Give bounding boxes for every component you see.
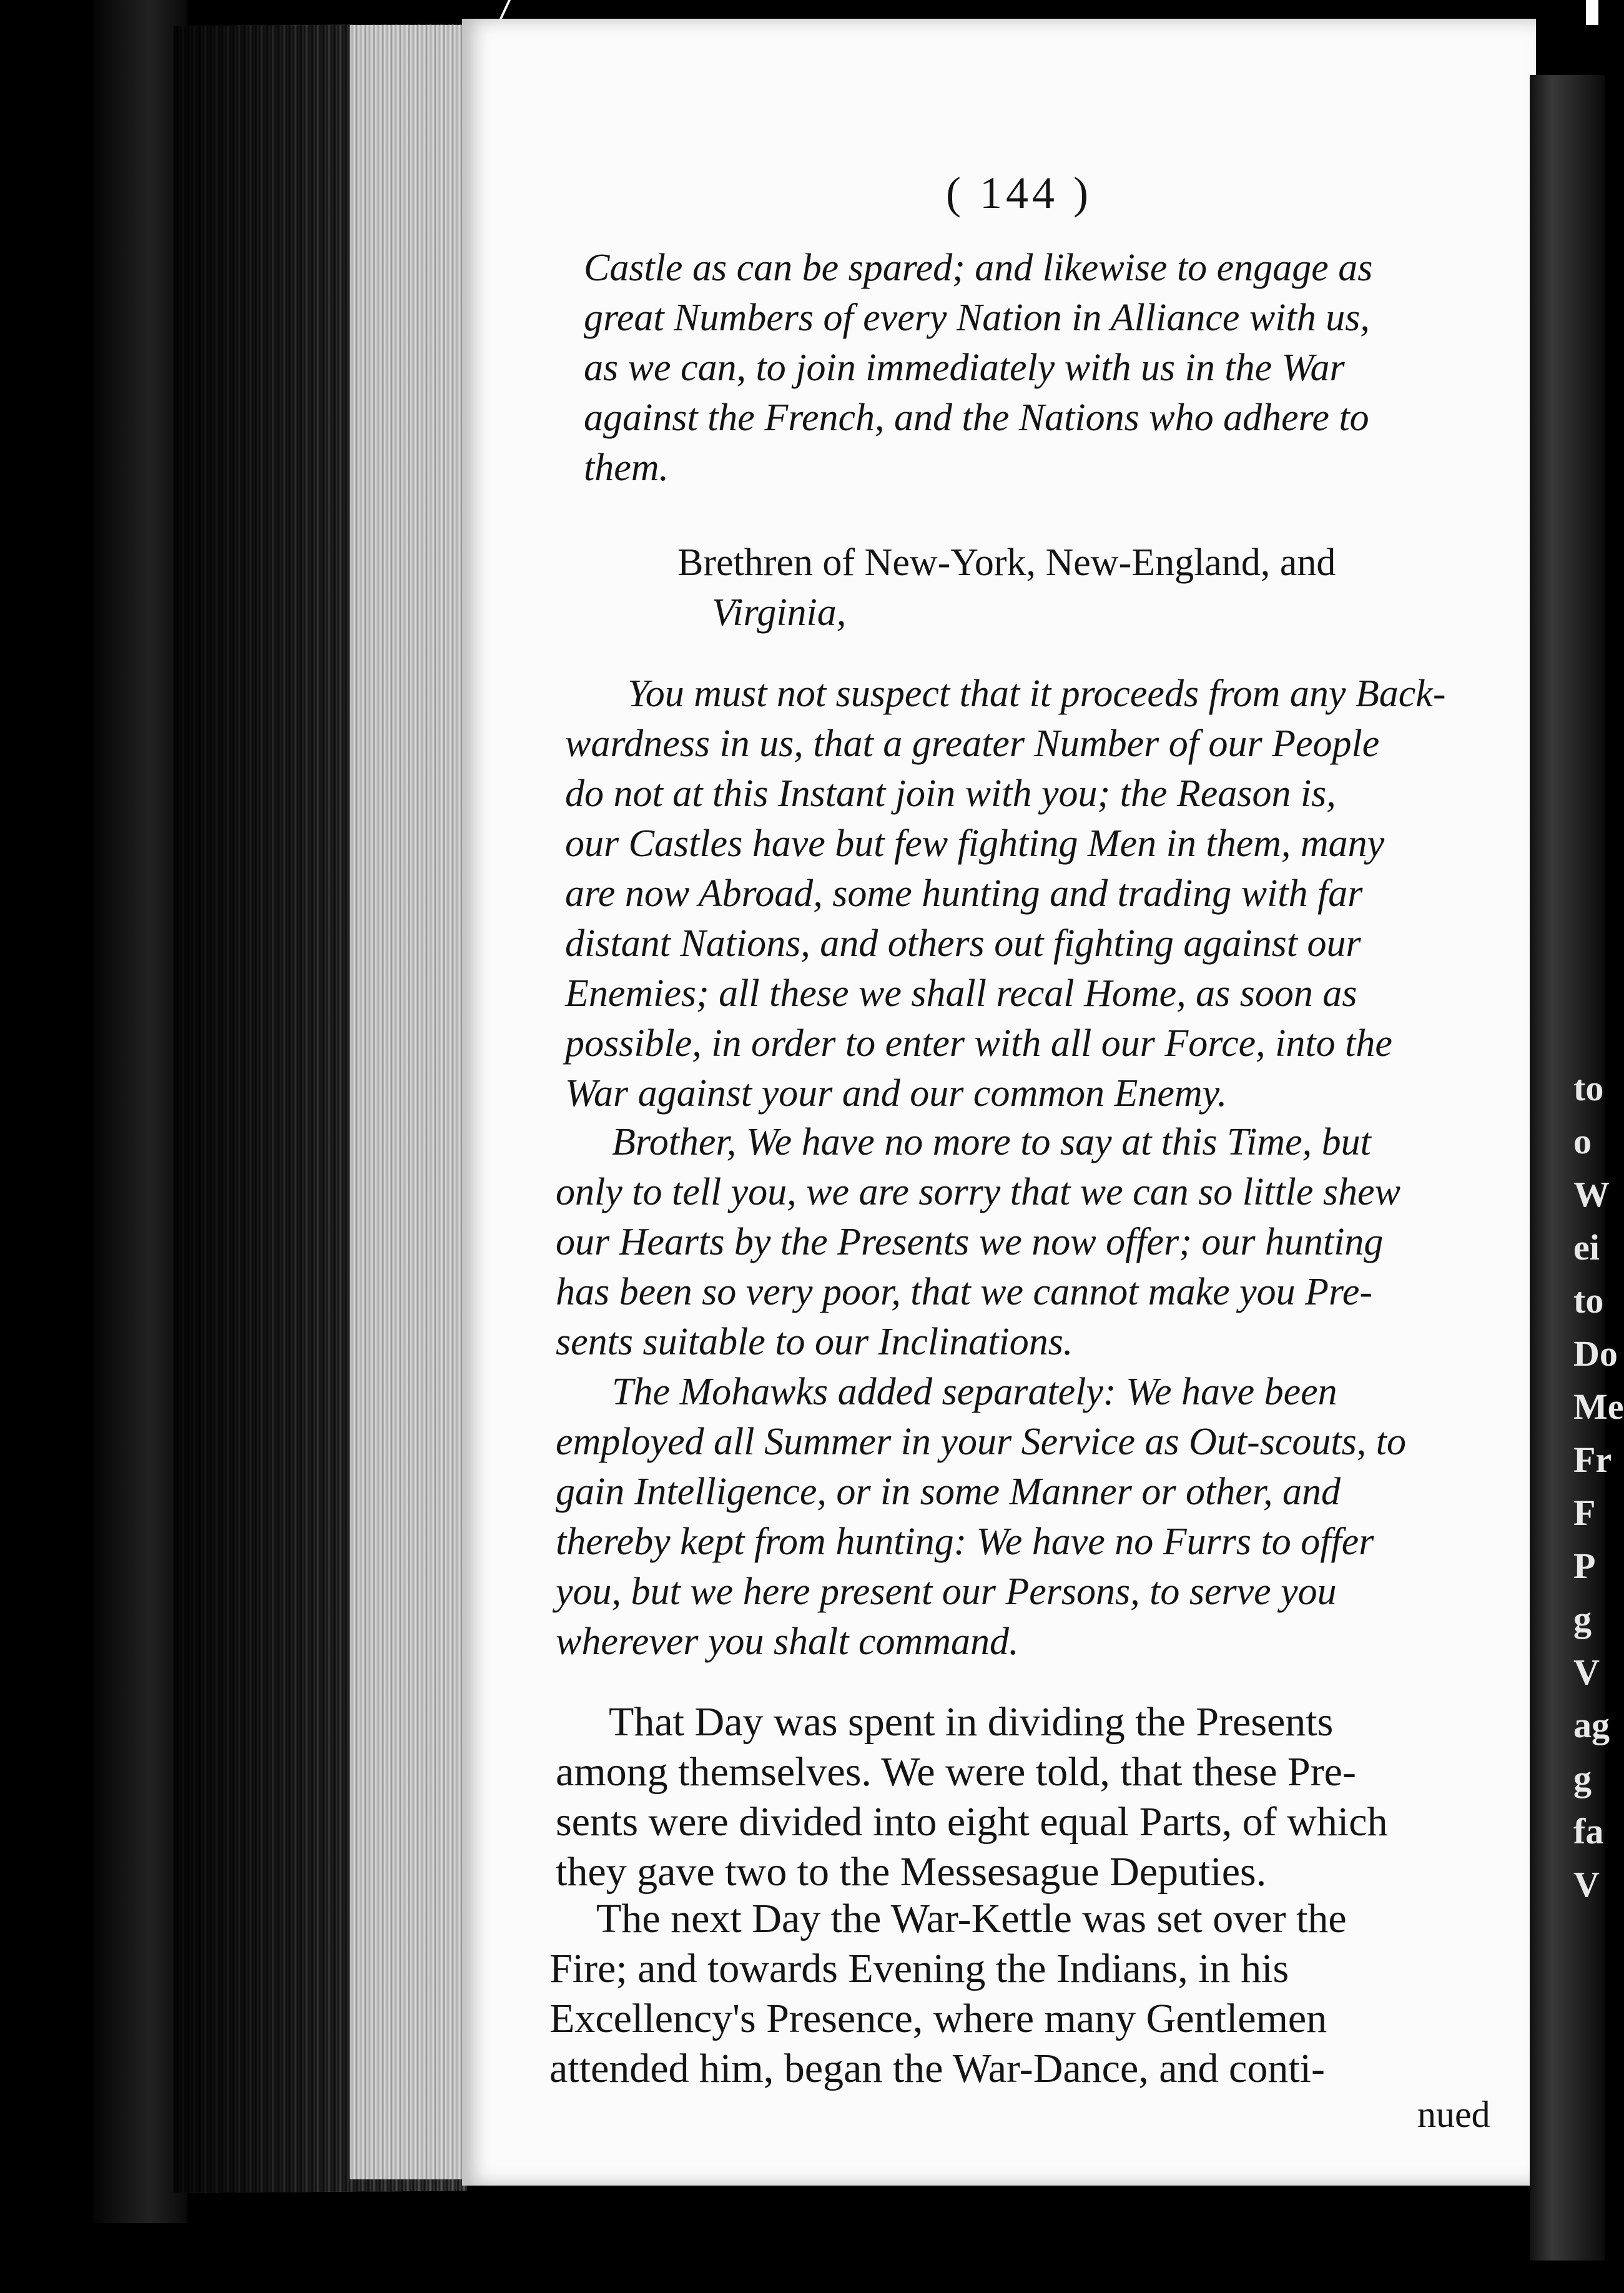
text-line: Enemies; all these we shall recal Home, as soon as: [565, 972, 1357, 1015]
text-line: gain Intelligence, or in some Manner or other, and: [556, 1471, 1341, 1513]
text-line: our Hearts by the Presents we now offer; our hunting: [556, 1221, 1384, 1263]
text-line: War against your and our common Enemy.: [565, 1072, 1228, 1115]
text-line: are now Abroad, some hunting and trading with far: [565, 872, 1363, 915]
text-line: our Castles have but few fighting Men in them, many: [565, 822, 1385, 865]
text-line: employed all Summer in your Service as Out-scouts, to: [556, 1421, 1407, 1463]
text-line: them.: [584, 446, 669, 489]
text-line: wherever you shalt command.: [556, 1620, 1019, 1663]
text-line: Brother, We have no more to say at this Time, but: [612, 1121, 1371, 1163]
text-line: great Numbers of every Nation in Alliance with us,: [584, 297, 1370, 339]
text-line: distant Nations, and others out fighting against our: [565, 922, 1361, 965]
text-line: Fire; and towards Evening the Indians, in his: [549, 1946, 1289, 1991]
text-line: attended him, began the War-Dance, and conti-: [549, 2046, 1325, 2091]
text-line: Brethren of New-York, New-England, and: [677, 541, 1336, 584]
text-line: thereby kept from hunting: We have no Furrs to offer: [556, 1521, 1374, 1563]
text-line: as we can, to join immediately with us in the War: [584, 347, 1345, 389]
text-line: has been so very poor, that we cannot make you Pre-: [556, 1271, 1372, 1313]
text-line: wardness in us, that a greater Number of our People: [565, 722, 1380, 765]
text-line: The next Day the War-Kettle was set over the: [596, 1896, 1347, 1941]
text-line: among themselves. We were told, that these Pre-: [556, 1749, 1356, 1795]
text-line: they gave two to the Messesague Deputies.: [556, 1849, 1267, 1895]
text-line: Virginia,: [712, 591, 847, 634]
text-line: You must not suspect that it proceeds from any Back-: [627, 673, 1446, 715]
text-line: only to tell you, we are sorry that we can so little shew: [556, 1171, 1400, 1213]
text-line: Castle as can be spared; and likewise to engage as: [584, 247, 1373, 289]
text-line: you, but we here present our Persons, to serve you: [556, 1571, 1337, 1613]
page-number: ( 144 ): [946, 168, 1092, 218]
page-edges-highlight: [350, 25, 468, 2179]
text-line: against the French, and the Nations who adhere to: [584, 397, 1369, 439]
text-line: That Day was spent in dividing the Presents: [609, 1699, 1334, 1745]
text-line: Excellency's Presence, where many Gentlemen: [549, 1996, 1327, 2041]
catchword: nued: [1417, 2094, 1490, 2135]
text-line: do not at this Instant join with you; the Reason is,: [565, 772, 1336, 815]
text-line: sents suitable to our Inclinations.: [556, 1321, 1073, 1363]
text-line: The Mohawks added separately: We have been: [612, 1371, 1337, 1413]
scan-corner-mark: [1586, 0, 1598, 25]
text-line: sents were divided into eight equal Parts, of which: [556, 1799, 1388, 1845]
adjacent-page-fragments: to o W ei to Do Me Fr F P g V ag g fa V: [1573, 1068, 1624, 1905]
book-page: [462, 19, 1536, 2186]
text-line: possible, in order to enter with all our Force, into the: [565, 1022, 1392, 1065]
